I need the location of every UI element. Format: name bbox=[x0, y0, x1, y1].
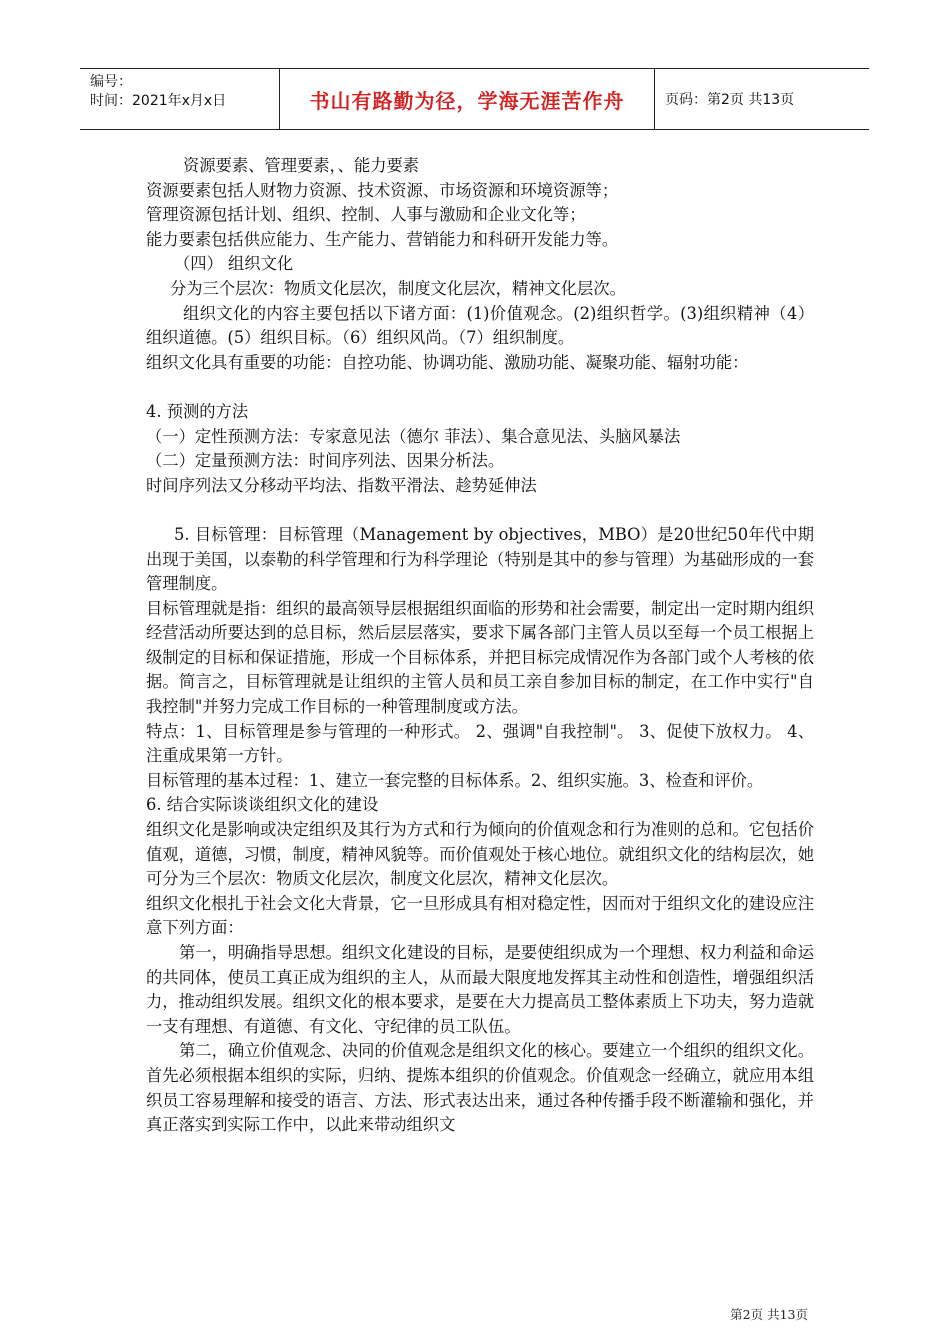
paragraph: 特点：1、目标管理是参与管理的一种形式。 2、强调"自我控制"。 3、促使下放权力。 4、注重成果第一方针。 bbox=[146, 721, 814, 766]
paragraph: 时间序列法又分移动平均法、指数平滑法、趁势延伸法 bbox=[146, 475, 537, 495]
paragraph: 组织文化是影响或决定组织及其行为方式和行为倾向的价值观念和行为准则的总和。它包括价值观，道德，习惯，制度，精神风貌等。而价值观处于核心地位。就组织文化的结构层次，她可分为三个层次：物质文化层次，制度文化层次，精神文化层次。 bbox=[146, 820, 814, 889]
paragraph: （二）定量预测方法：时间序列法、因果分析法。 bbox=[146, 451, 505, 471]
paragraph: 目标管理的基本过程：1、建立一套完整的目标体系。2、组织实施。3、检查和评价。 bbox=[146, 770, 764, 790]
paragraph: 分为三个层次：物质文化层次，制度文化层次，精神文化层次。 bbox=[170, 278, 626, 298]
number-label: 编号： bbox=[90, 74, 132, 90]
paragraph: 管理资源包括计划、组织、控制、人事与激励和企业文化等； bbox=[146, 205, 586, 225]
paragraph: 能力要素包括供应能力、生产能力、营销能力和科研开发能力等。 bbox=[146, 229, 619, 249]
section-heading: 6. 结合实际谈谈组织文化的建设 bbox=[146, 795, 379, 815]
paragraph: 目标管理就是指：组织的最高领导层根据组织面临的形势和社会需要，制定出一定时期内组织经营活动所要达到的总目标，然后层层落实，要求下属各部门主管人员以至每一个员工根据上级制定的目标和保证措施，形成一个目标体系，并把目标完成情况作为各部门或个人考核的依据。简言之，目标管理就是让组织的主管人员和员工亲自参加目标的制定，在工作中实行"自我控制"并努力完成工作目标的一种管理制度或方法。 bbox=[146, 598, 814, 717]
date-label: 时间：2021年x月x日 bbox=[90, 93, 227, 109]
paragraph: 资源要素包括人财物力资源、技术资源、市场资源和环境资源等； bbox=[146, 180, 619, 200]
header-page-label: 页码：第2页 共13页 bbox=[665, 92, 795, 108]
spacer bbox=[146, 498, 814, 523]
section-heading: （四） 组织文化 bbox=[174, 254, 294, 274]
document-body bbox=[146, 154, 814, 1138]
page-footer: 第2页 共13页 bbox=[730, 1307, 808, 1322]
header-meta bbox=[80, 69, 280, 129]
paragraph: 资源要素、管理要素，、能力要素 bbox=[183, 156, 420, 175]
paragraph: 5. 目标管理：目标管理（Management by objectives，MBO）是20世纪50年代中期出现于美国，以泰勒的科学管理和行为科学理论（特别是其中的参与管理）为基础形成的一套管理制度。 bbox=[146, 524, 814, 594]
paragraph: 组织文化具有重要的功能：自控功能、协调功能、激励功能、凝聚功能、辐射功能： bbox=[146, 352, 749, 372]
paragraph: 第二，确立价值观念、决同的价值观念是组织文化的核心。要建立一个组织的组织文化。首先必须根据本组织的实际，归纳、提炼本组织的价值观念。价值观念一经确立，就应用本组织员工容易理解和接受的语言、方法、形式表达出来，通过各种传播手段不断灌输和强化，并真正落实到实际工作中，以此来带动组织文 bbox=[146, 1041, 814, 1135]
paragraph: 第一，明确指导思想。组织文化建设的目标，是要使组织成为一个理想、权力利益和命运的共同体，使员工真正成为组织的主人，从而最大限度地发挥其主动性和创造性，增强组织活力，推动组织发展。组织文化的根本要求，是要在大力提高员工整体素质上下功夫，努力造就一支有理想、有道德、有文化、守纪律的员工队伍。 bbox=[146, 943, 814, 1036]
page-header bbox=[80, 68, 869, 130]
paragraph: （一）定性预测方法：专家意见法（德尔 菲法）、集合意见法、头脑风暴法 bbox=[146, 426, 681, 446]
paragraph: 组织文化根扎于社会文化大背景，它一旦形成具有相对稳定性，因而对于组织文化的建设应注意下列方面： bbox=[146, 893, 814, 938]
section-heading: 4. 预测的方法 bbox=[146, 401, 249, 421]
paragraph: 组织文化的内容主要包括以下诸方面：(1)价值观念。(2)组织哲学。(3)组织精神（4）组织道德。(5）组织目标。（6）组织风尚。（7）组织制度。 bbox=[146, 303, 814, 348]
spacer bbox=[146, 375, 814, 400]
header-motto: 书山有路勤为径，学海无涯苦作舟 bbox=[280, 69, 655, 129]
